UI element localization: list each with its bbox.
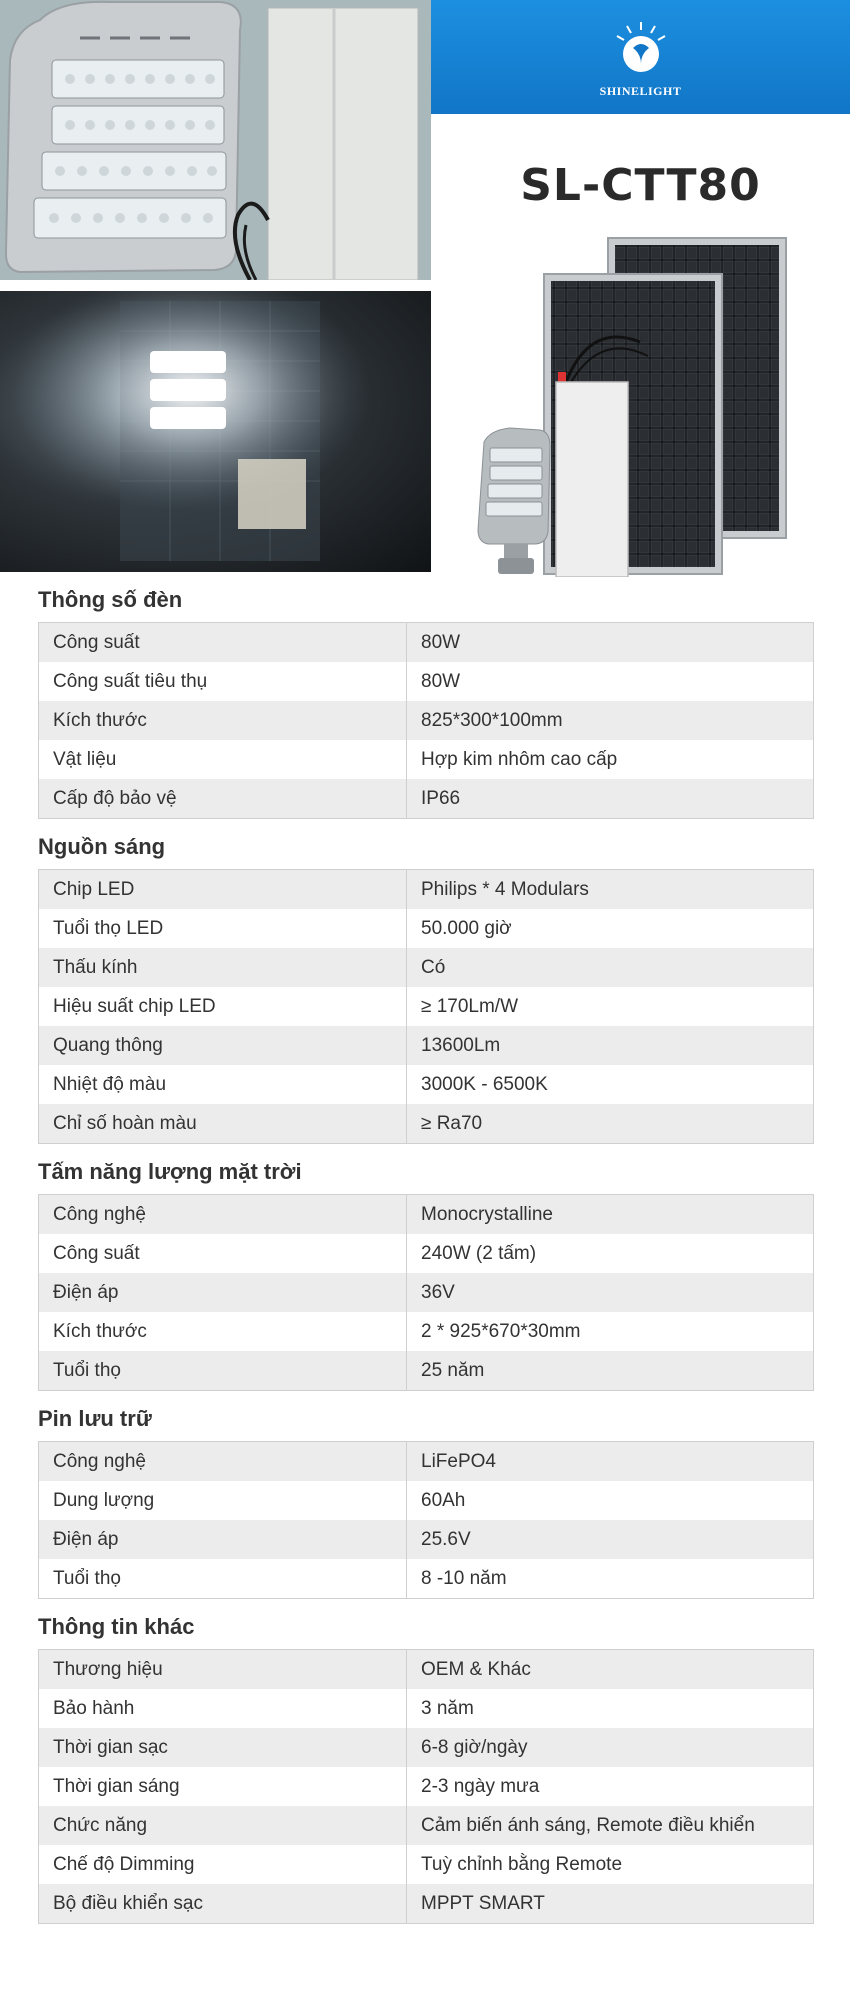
- table-row: [39, 779, 814, 819]
- table-row: [39, 1442, 814, 1482]
- model-name: SL-CTT80: [520, 160, 761, 211]
- table-row: [39, 1689, 814, 1728]
- spec-value: 80W: [407, 623, 814, 663]
- spec-value: 50.000 giờ: [407, 909, 814, 948]
- spec-value: 13600Lm: [407, 1026, 814, 1065]
- spec-label: Thời gian sáng: [39, 1767, 407, 1806]
- shinelight-logo-icon: [611, 18, 671, 82]
- spec-label: Thấu kính: [39, 948, 407, 987]
- spec-value: 2-3 ngày mưa: [407, 1767, 814, 1806]
- table-row: [39, 701, 814, 740]
- spec-value: 825*300*100mm: [407, 701, 814, 740]
- product-photo-night-test: [0, 291, 431, 572]
- spec-value: IP66: [407, 779, 814, 819]
- spec-label: Chức năng: [39, 1806, 407, 1845]
- spec-value: 2 * 925*670*30mm: [407, 1312, 814, 1351]
- spec-value: 8 -10 năm: [407, 1559, 814, 1599]
- spec-value: Cảm biến ánh sáng, Remote điều khiển: [407, 1806, 814, 1845]
- spec-label: Điện áp: [39, 1273, 407, 1312]
- spec-label: Công suất: [39, 623, 407, 663]
- spec-value: ≥ 170Lm/W: [407, 987, 814, 1026]
- spec-value: ≥ Ra70: [407, 1104, 814, 1144]
- spec-label: Kích thước: [39, 1312, 407, 1351]
- spec-label: Thương hiệu: [39, 1650, 407, 1690]
- spec-value: 60Ah: [407, 1481, 814, 1520]
- table-row: [39, 870, 814, 910]
- table-row: [39, 1195, 814, 1235]
- spec-label: Công suất tiêu thụ: [39, 662, 407, 701]
- spec-value: Có: [407, 948, 814, 987]
- table-row: [39, 1481, 814, 1520]
- table-row: [39, 662, 814, 701]
- spec-value: 3000K - 6500K: [407, 1065, 814, 1104]
- spec-value: OEM & Khác: [407, 1650, 814, 1690]
- hero-banner: [0, 0, 850, 575]
- table-row: [39, 1104, 814, 1144]
- spec-table-den: [38, 622, 814, 819]
- table-row: [39, 909, 814, 948]
- spec-label: Vật liệu: [39, 740, 407, 779]
- table-row: [39, 948, 814, 987]
- spec-label: Kích thước: [39, 701, 407, 740]
- spec-label: Nhiệt độ màu: [39, 1065, 407, 1104]
- spec-value: 3 năm: [407, 1689, 814, 1728]
- spec-label: Công nghệ: [39, 1442, 407, 1482]
- spec-label: Hiệu suất chip LED: [39, 987, 407, 1026]
- table-row: [39, 1559, 814, 1599]
- spec-table-tam-nang-luong: [38, 1194, 814, 1391]
- spec-label: Chế độ Dimming: [39, 1845, 407, 1884]
- table-row: [39, 1234, 814, 1273]
- product-solar-kit-image: [470, 232, 790, 577]
- brand-header: [431, 0, 850, 114]
- table-row: [39, 740, 814, 779]
- section-title-den: Thông số đèn: [38, 587, 183, 612]
- spec-label: Bảo hành: [39, 1689, 407, 1728]
- spec-value: Hợp kim nhôm cao cấp: [407, 740, 814, 779]
- spec-value: 240W (2 tấm): [407, 1234, 814, 1273]
- spec-table-pin: [38, 1441, 814, 1599]
- table-row: [39, 1065, 814, 1104]
- spec-label: Chỉ số hoàn màu: [39, 1104, 407, 1144]
- spec-content: [38, 578, 814, 1930]
- spec-label: Bộ điều khiển sạc: [39, 1884, 407, 1924]
- table-row: [39, 1650, 814, 1690]
- spec-label: Tuổi thọ: [39, 1351, 407, 1391]
- table-row: [39, 1026, 814, 1065]
- spec-value: Monocrystalline: [407, 1195, 814, 1235]
- table-row: [39, 1520, 814, 1559]
- section-title-nguon-sang: Nguồn sáng: [38, 834, 166, 859]
- table-row: [39, 1884, 814, 1924]
- table-row: [39, 1312, 814, 1351]
- spec-table-nguon-sang: [38, 869, 814, 1144]
- spec-label: Chip LED: [39, 870, 407, 910]
- spec-value: Philips * 4 Modulars: [407, 870, 814, 910]
- table-row: [39, 1728, 814, 1767]
- table-row: [39, 1806, 814, 1845]
- table-row: [39, 623, 814, 663]
- table-row: [39, 1845, 814, 1884]
- spec-label: Dung lượng: [39, 1481, 407, 1520]
- spec-label: Thời gian sạc: [39, 1728, 407, 1767]
- spec-value: 80W: [407, 662, 814, 701]
- spec-value: 25.6V: [407, 1520, 814, 1559]
- spec-value: 36V: [407, 1273, 814, 1312]
- section-title-tam-nang-luong: Tấm năng lượng mặt trời: [38, 1159, 302, 1184]
- spec-label: Tuổi thọ LED: [39, 909, 407, 948]
- spec-value: 6-8 giờ/ngày: [407, 1728, 814, 1767]
- spec-table-thong-tin-khac: [38, 1649, 814, 1924]
- table-row: [39, 1273, 814, 1312]
- table-row: [39, 1351, 814, 1391]
- spec-label: Tuổi thọ: [39, 1559, 407, 1599]
- spec-label: Quang thông: [39, 1026, 407, 1065]
- section-title-thong-tin-khac: Thông tin khác: [38, 1614, 195, 1639]
- table-row: [39, 987, 814, 1026]
- spec-value: 25 năm: [407, 1351, 814, 1391]
- spec-label: Công suất: [39, 1234, 407, 1273]
- product-photo-lamp-battery: [0, 0, 431, 280]
- spec-value: Tuỳ chỉnh bằng Remote: [407, 1845, 814, 1884]
- spec-label: Điện áp: [39, 1520, 407, 1559]
- spec-label: Cấp độ bảo vệ: [39, 779, 407, 819]
- table-row: [39, 1767, 814, 1806]
- spec-label: Công nghệ: [39, 1195, 407, 1235]
- spec-value: MPPT SMART: [407, 1884, 814, 1924]
- spec-value: LiFePO4: [407, 1442, 814, 1482]
- section-title-pin: Pin lưu trữ: [38, 1406, 152, 1431]
- brand-logo-text: SHINELIGHT: [599, 84, 682, 98]
